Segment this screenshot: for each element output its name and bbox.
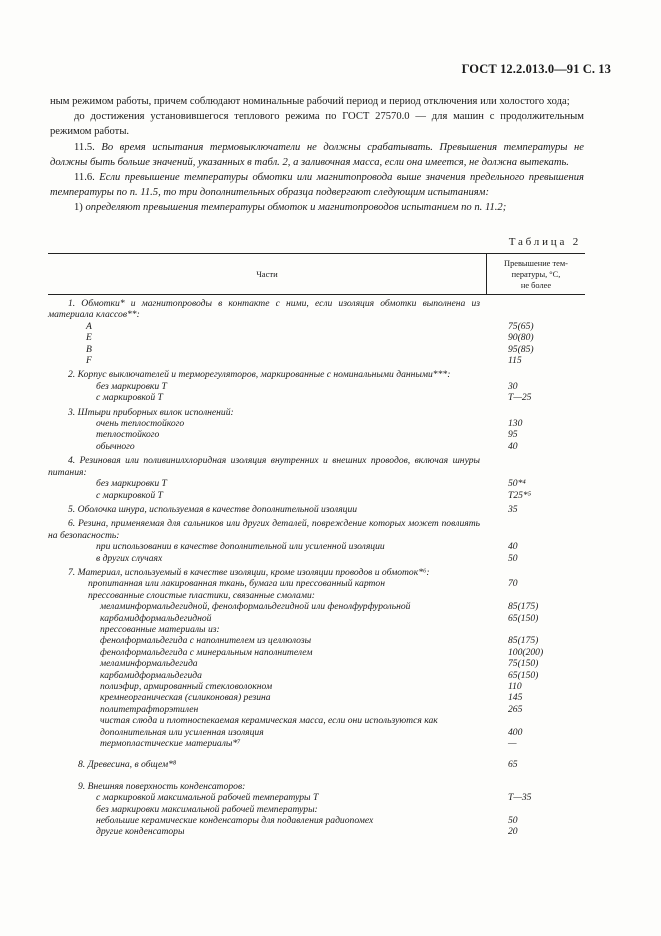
row-part: карбамидформальдегидной: [100, 612, 212, 624]
row-part: с маркировкой максимальной рабочей температуры T: [96, 792, 319, 804]
table-row: [48, 429, 585, 440]
row-value: [486, 781, 585, 792]
paragraph-text: Во время испытания термовыключатели не должны срабатывать. Превышения температуры не должны быть больше значений, указанных в табл. 2, а заливочная масса, если она имеется, не должна вытекать.: [50, 141, 584, 168]
table-row: [48, 478, 585, 489]
paragraph: [50, 109, 584, 139]
row-part: другие конденсаторы: [96, 826, 185, 838]
table-row: [48, 826, 585, 837]
row-part: фенолформальдегида с минеральным наполнителем: [100, 646, 313, 658]
row-value: T25*⁵: [508, 489, 532, 501]
table-row: [48, 613, 585, 624]
row-value: 40: [508, 440, 518, 452]
row-part: F: [86, 355, 92, 367]
row-part: 1. Обмотки* и магнитопроводы в контакте с ними, если изоляция обмотки выполнена из материала классов**:: [48, 298, 480, 321]
table: [48, 253, 585, 838]
table-row: [48, 381, 585, 392]
table-row: [48, 518, 585, 541]
row-value: 145: [508, 692, 523, 704]
table-row: [48, 344, 585, 355]
table-row: [48, 455, 585, 478]
table-row: [48, 490, 585, 501]
table-row: [48, 692, 585, 703]
row-value: T—35: [508, 792, 532, 804]
table-row: [48, 624, 585, 635]
row-value: 265: [508, 703, 523, 715]
row-value: [486, 567, 585, 578]
row-value: [486, 455, 585, 478]
row-part: меламинформальдегидной, фенолформальдегидной или фенолфурфурольной: [100, 601, 411, 613]
row-part: карбамидформальдегида: [100, 669, 202, 681]
row-part: 5. Оболочка шнура, используемая в качестве дополнительной изоляции: [68, 503, 358, 515]
row-value: 115: [508, 355, 522, 367]
row-part: обычного: [96, 440, 135, 452]
row-value: 70: [508, 578, 518, 590]
row-spacer: [48, 749, 585, 759]
row-value: [486, 804, 585, 815]
row-value: 65(150): [508, 612, 539, 624]
row-part: с маркировкой T: [96, 392, 163, 404]
row-value: 130: [508, 418, 523, 430]
row-part: полиэфир, армированный стекловолокном: [100, 681, 273, 692]
table-row: [48, 681, 585, 692]
paragraph-text: до достижения установившегося теплового режима по ГОСТ 27570.0 — для машин с продолжительным режимом работы.: [50, 111, 584, 138]
row-value: 20: [508, 826, 518, 838]
table-header: [48, 254, 585, 295]
row-value: 75(65): [508, 320, 534, 332]
row-part: кремнеорганическая (силиконовая) резина: [100, 692, 271, 704]
table-row: [48, 567, 585, 578]
row-value: 400: [508, 726, 523, 738]
table-row: [48, 704, 585, 715]
row-part: пропитанная или лакированная ткань, бумага или прессованный картон: [88, 578, 385, 590]
table-row: [48, 541, 585, 552]
row-value: [486, 624, 585, 635]
table-row: [48, 670, 585, 681]
row-part: 4. Резиновая или поливинилхлоридная изоляция внутренних и внешних проводов, включая шнуры питания:: [48, 455, 480, 478]
row-value: 50: [508, 552, 518, 564]
row-value: 50: [508, 815, 518, 827]
row-part: E: [86, 332, 92, 344]
row-spacer: [48, 771, 585, 781]
standard-header: ГОСТ 12.2.013.0—91 С. 13: [461, 62, 611, 76]
row-value: 40: [508, 541, 518, 553]
table-row: [48, 407, 585, 418]
row-value: [486, 590, 585, 601]
row-part: с маркировкой T: [96, 489, 163, 501]
row-part: 6. Резина, применяемая для сальников или других деталей, повреждение которых может повлиять на безопасность:: [48, 518, 480, 541]
table-row: [48, 355, 585, 366]
paragraph-number: 11.6.: [74, 172, 100, 184]
paragraph-number: 1): [74, 202, 86, 214]
table-body: [48, 295, 585, 838]
paragraph: [50, 200, 584, 215]
row-value: [486, 407, 585, 418]
row-value: 75(150): [508, 658, 539, 670]
row-part: термопластические материалы*⁷: [100, 738, 241, 750]
table-row: [48, 759, 585, 770]
table-row: [48, 321, 585, 332]
row-value: 65(150): [508, 669, 539, 681]
row-value: [486, 715, 585, 726]
table-row: [48, 781, 585, 792]
row-value: —: [508, 738, 517, 750]
row-part: небольшие керамические конденсаторы для подавления радиопомех: [96, 815, 374, 827]
row-part: при использовании в качестве дополнительной или усиленной изоляции: [96, 541, 385, 553]
row-value: [486, 518, 585, 541]
row-part: политетрафторэтилен: [100, 703, 199, 715]
row-part: прессованные слоистые пластики, связанные смолами:: [88, 589, 315, 601]
row-value: 85(175): [508, 601, 539, 613]
row-value: 95(85): [508, 343, 534, 355]
table-row: [48, 418, 585, 429]
body-text: [50, 94, 584, 216]
table-row: [48, 369, 585, 380]
row-value: [486, 369, 585, 380]
row-part: без маркировки T: [96, 478, 167, 490]
row-part: чистая слюда и плотноспекаемая керамическая масса, если они используются как: [100, 715, 438, 727]
row-part: 8. Древесина, в общем*⁸: [78, 759, 177, 771]
row-part: в других случаях: [96, 552, 163, 564]
row-part: меламинформальдегида: [100, 658, 198, 670]
paragraph-text: Если превышение температуры обмотки или магнитопровода выше значения предельного превышения температуры по п. 11.5, то три дополнительных образца подвергают следующим испытаниям:: [50, 172, 584, 199]
row-value: [486, 298, 585, 321]
row-value: 90(80): [508, 332, 534, 344]
table-row: [48, 601, 585, 612]
row-part: без маркировки T: [96, 380, 167, 392]
table-row: [48, 738, 585, 749]
table-row: [48, 504, 585, 515]
table-row: [48, 727, 585, 738]
row-value: 95: [508, 429, 518, 441]
table-row: [48, 804, 585, 815]
row-part: 9. Внешняя поверхность конденсаторов:: [78, 780, 246, 792]
paragraph: [50, 94, 584, 109]
row-value: 50*⁴: [508, 478, 526, 490]
row-part: очень теплостойкого: [96, 418, 185, 430]
row-part: теплостойкого: [96, 429, 160, 441]
table-row: [48, 590, 585, 601]
table-row: [48, 792, 585, 803]
table-row: [48, 392, 585, 403]
row-part: прессованные материалы из:: [100, 623, 220, 635]
table-row: [48, 815, 585, 826]
row-value: T—25: [508, 392, 532, 404]
paragraph: [50, 170, 584, 200]
row-value: 110: [508, 681, 522, 692]
table-row: [48, 658, 585, 669]
row-part: дополнительная или усиленная изоляция: [100, 726, 264, 738]
row-part: без маркировки максимальной рабочей температуры:: [96, 803, 318, 815]
row-value: 100(200): [508, 646, 544, 658]
table-row: [48, 578, 585, 589]
column-header-temperature: Превышение тем- пературы, °С, не более: [504, 258, 568, 290]
row-part: 3. Штыри приборных вилок исполнений:: [68, 406, 234, 418]
table-row: [48, 332, 585, 343]
table-row: [48, 647, 585, 658]
row-value: 65: [508, 759, 518, 771]
table-row: [48, 441, 585, 452]
table-caption: Таблица 2: [508, 236, 581, 248]
paragraph-text: определяют превышения температуры обмоток и магнитопроводов испытанием по п. 11.2;: [85, 202, 507, 214]
paragraph-number: 11.5.: [74, 141, 102, 153]
table-row: [48, 298, 585, 321]
column-header-parts: Части: [48, 254, 487, 294]
row-part: A: [86, 320, 92, 332]
table-row: [48, 715, 585, 726]
table-row: [48, 553, 585, 564]
row-value: 35: [508, 503, 518, 515]
paragraph: [50, 140, 584, 170]
row-value: 85(175): [508, 635, 539, 647]
row-part: фенолформальдегида с наполнителем из целлюлозы: [100, 635, 312, 647]
row-part: 2. Корпус выключателей и терморегуляторов, маркированные с номинальными данными***:: [68, 369, 451, 381]
paragraph-text: ным режимом работы, причем соблюдают номинальные рабочий период и период отключения или холостого хода;: [50, 96, 570, 107]
row-part: 7. Материал, используемый в качестве изоляции, кроме изоляции проводов и обмоток*⁶:: [68, 566, 430, 578]
row-value: 30: [508, 380, 518, 392]
table-row: [48, 635, 585, 646]
row-part: B: [86, 343, 92, 355]
